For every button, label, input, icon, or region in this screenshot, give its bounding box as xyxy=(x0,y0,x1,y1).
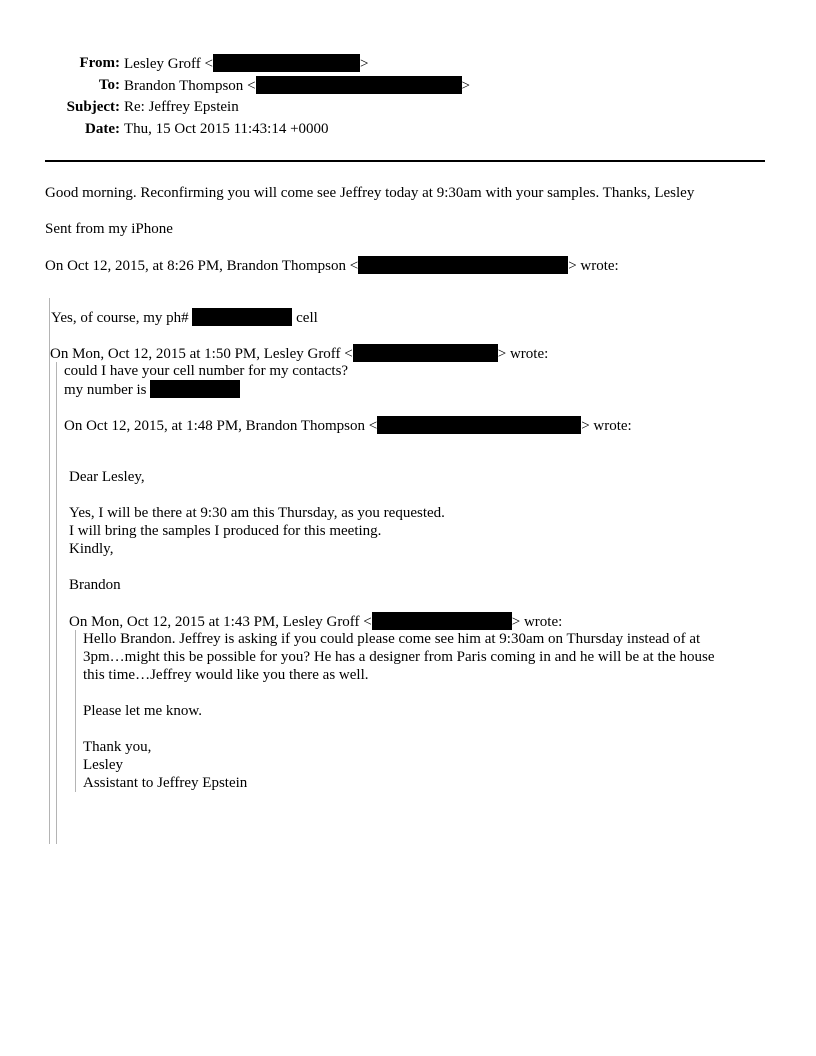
subject-value: Re: Jeffrey Epstein xyxy=(124,99,239,115)
redaction-box xyxy=(358,256,568,274)
redaction-box xyxy=(377,416,581,434)
greeting-text: Good morning. Reconfirming you will come see Jeffrey today at 9:30am with your samples. Thanks, Lesley xyxy=(45,185,695,201)
quote-bar xyxy=(49,298,50,844)
from-name: Lesley Groff xyxy=(124,56,201,72)
to-label: To: xyxy=(98,77,120,93)
redaction-box xyxy=(192,308,292,326)
date-value: Thu, 15 Oct 2015 11:43:14 +0000 xyxy=(124,121,329,137)
quote-attribution: On Oct 12, 2015, at 8:26 PM, Brandon Thompson < > wrote: xyxy=(45,258,619,274)
sent-from-signature: Sent from my iPhone xyxy=(45,221,173,237)
subject-label: Subject: xyxy=(66,99,120,115)
quote-attribution: On Mon, Oct 12, 2015 at 1:50 PM, Lesley Groff < > wrote: xyxy=(50,346,549,362)
redaction-box xyxy=(256,76,462,94)
to-value: Brandon Thompson < > xyxy=(124,78,470,94)
redaction-box xyxy=(213,54,360,72)
quote-attribution: On Mon, Oct 12, 2015 at 1:43 PM, Lesley Groff < > wrote: xyxy=(69,614,563,630)
quote-bar xyxy=(75,630,76,792)
header-divider xyxy=(45,160,765,162)
quote-attribution: On Oct 12, 2015, at 1:48 PM, Brandon Thompson < > wrote: xyxy=(64,418,632,434)
lesley-message: Hello Brandon. Jeffrey is asking if you could please come see him at 9:30am on Thursday instead of at 3pm…might this be possible for you? He has a designer from Paris coming in and he will be at the house this time…Jeffrey would like you there as well. Please let me know. Thank you, Lesley Assistant to Jeffrey Epstein xyxy=(83,631,715,791)
from-label: From: xyxy=(79,55,120,71)
phone-reply: Yes, of course, my ph# cell xyxy=(51,310,318,326)
quote-bar xyxy=(56,362,57,844)
redaction-box xyxy=(150,380,240,398)
redaction-box xyxy=(353,344,498,362)
contact-request: could I have your cell number for my contacts? my number is xyxy=(64,363,349,398)
date-label: Date: xyxy=(85,121,120,137)
brandon-message: Dear Lesley, Yes, I will be there at 9:30 am this Thursday, as you requested. I will bring the samples I produced for this meeting. Kindly, Brandon xyxy=(69,469,445,593)
from-value: Lesley Groff < > xyxy=(124,56,369,72)
to-name: Brandon Thompson xyxy=(124,78,244,94)
redaction-box xyxy=(372,612,512,630)
